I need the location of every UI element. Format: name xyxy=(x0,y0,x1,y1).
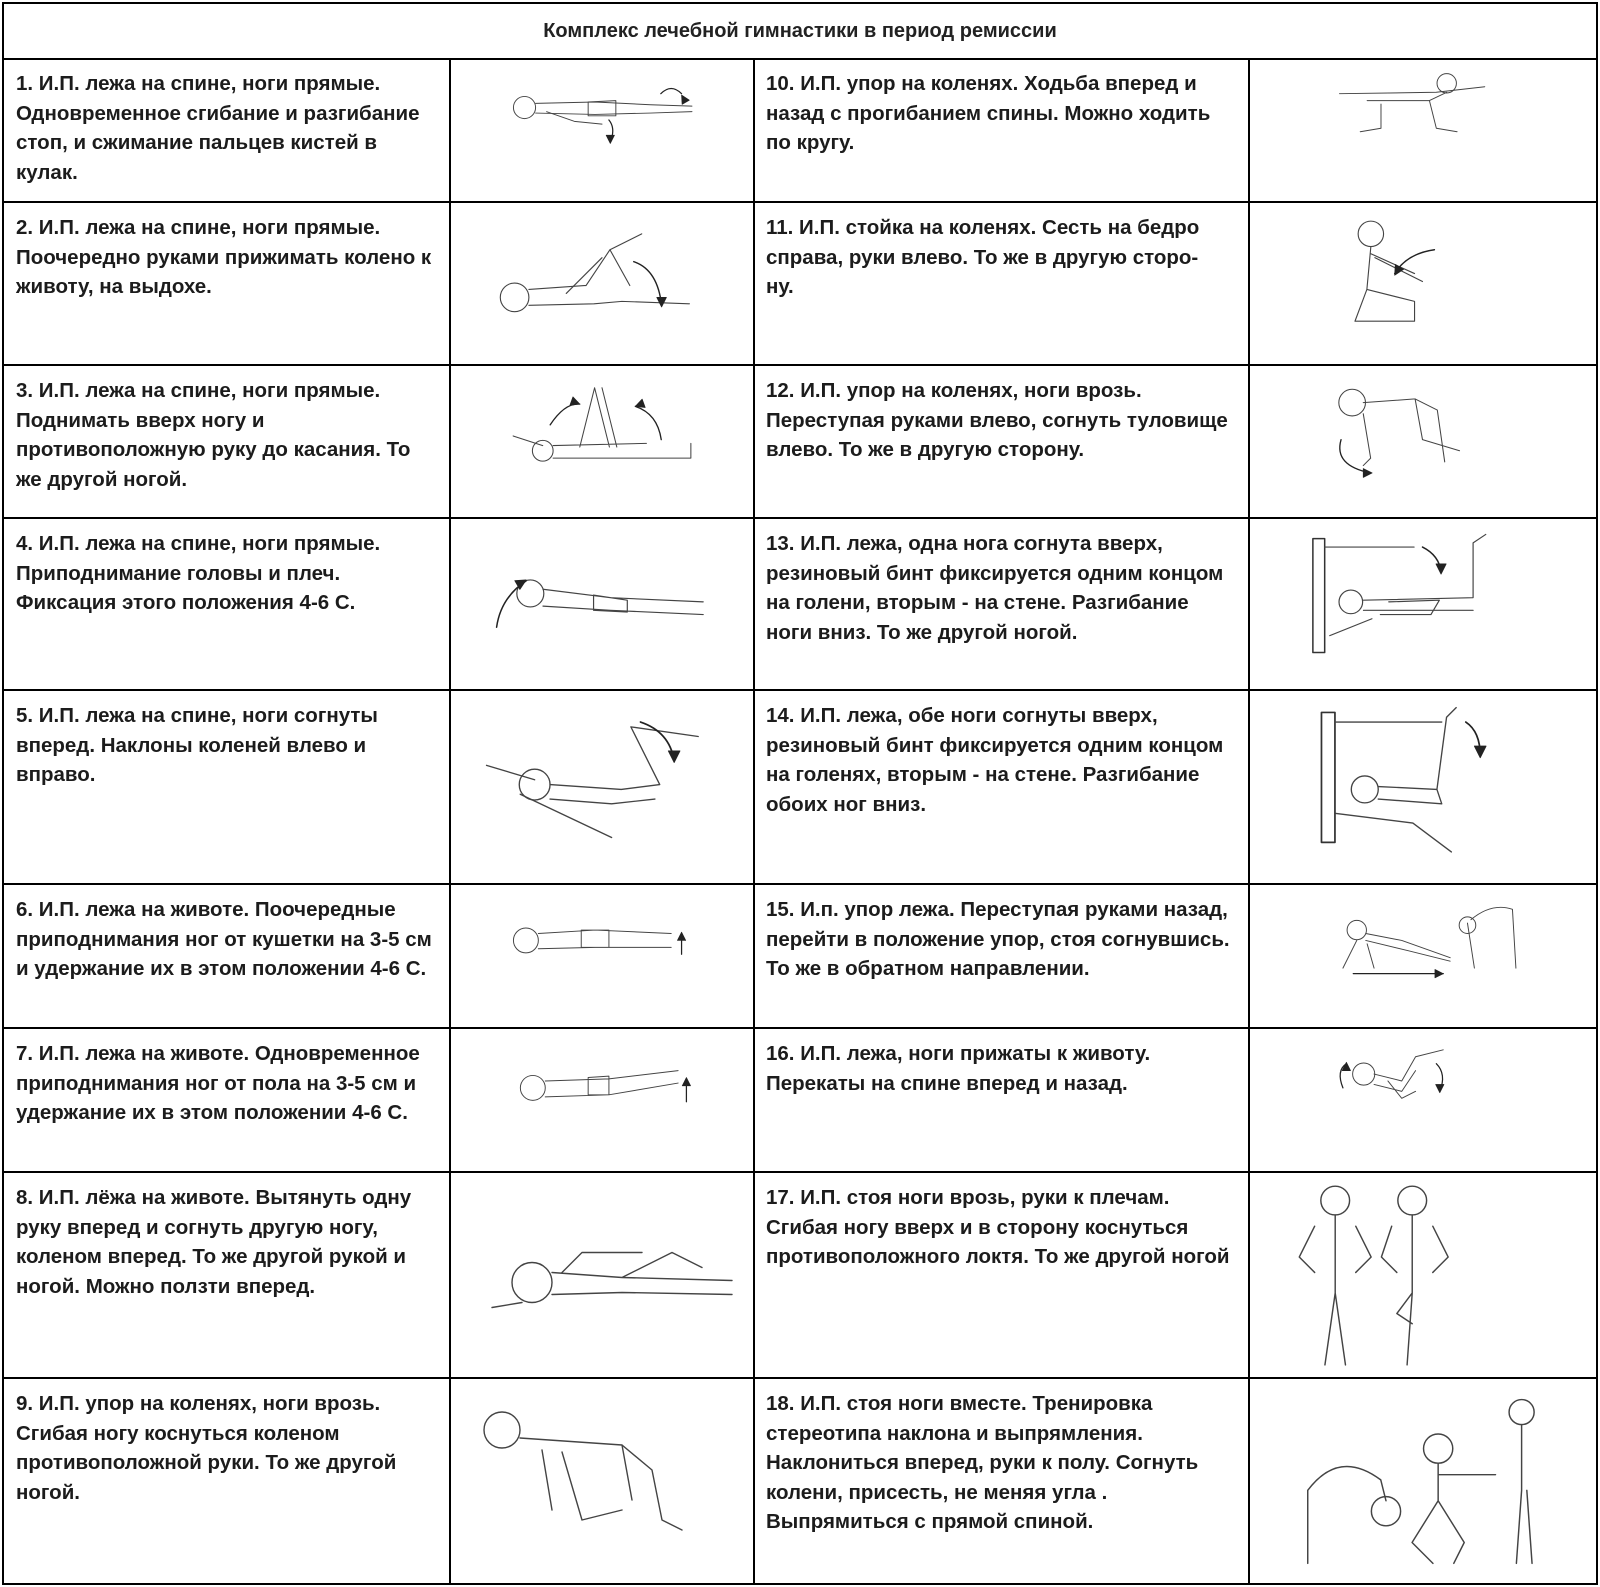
exercise-description: 6. И.П. лежа на животе. Поочередные приподнимания ног от кушетки на 3-5 см и удержание их в этом положении 4-6 С. xyxy=(16,898,432,980)
bend-squat-stand-figure-drawing xyxy=(1261,1386,1584,1579)
kneeling-side-bend-figure xyxy=(1261,373,1584,510)
exercise-description: 3. И.П. лежа на спине, ноги прямые. Поднимать вверх ногу и противоположную руку до касания. То же другой ногой. xyxy=(16,379,411,491)
exercise-description: 15. И.п. упор лежа. Переступая руками назад, перейти в положение упор, стоя согнувшись. То же в обратном направлении. xyxy=(766,898,1230,980)
standing-knee-to-elbow-figure-drawing xyxy=(1261,1180,1584,1370)
band-single-leg-figure-drawing xyxy=(1261,526,1584,682)
exercise-description: 9. И.П. упор на коленях, ноги врозь. Сгибая ногу коснуться коленом противоположной руки. То же другой ногой. xyxy=(16,1392,397,1504)
lying-supine-feet-flex-figure xyxy=(462,66,742,194)
prone-single-leg-lift-figure-drawing xyxy=(462,892,742,1020)
prone-single-leg-lift-figure xyxy=(462,892,742,1020)
kneeling-sit-to-side-figure-drawing xyxy=(1261,210,1584,357)
leg-and-arm-raise-figure xyxy=(462,373,742,510)
prone-double-leg-lift-figure xyxy=(462,1036,742,1164)
exercise-description: 13. И.П. лежа, одна нога согнута вверх, резиновый бинт фиксируется одним концом на голени, вторым - на стене. Разгибание ноги вниз. То же другой ногой. xyxy=(766,532,1224,644)
back-rolling-figure-drawing xyxy=(1261,1036,1584,1164)
kneeling-knee-to-hand-figure xyxy=(462,1386,742,1579)
knee-tilt-figure xyxy=(462,698,742,876)
exercise-description: 18. И.П. стоя ноги вместе. Тренировка стереотипа наклона и выпрямления. Наклониться вперед, руки к полу. Согнуть колени, присесть, не меняя угла . Выпрямиться с прямой спиной. xyxy=(766,1392,1199,1533)
exercise-description: 16. И.П. лежа, ноги прижаты к животу. Перекаты на спине вперед и назад. xyxy=(766,1042,1151,1095)
exercise-description: 4. И.П. лежа на спине, ноги прямые. Приподнимание головы и плеч. Фиксация этого положения 4-6 С. xyxy=(16,532,381,614)
exercise-description: 12. И.П. упор на коленях, ноги врозь. Переступая руками влево, согнуть туловище влево. То же в другую сторону. xyxy=(766,379,1228,461)
head-shoulder-lift-figure xyxy=(462,526,742,682)
standing-knee-to-elbow-figure xyxy=(1261,1180,1584,1370)
kneeling-side-bend-figure-drawing xyxy=(1261,373,1584,510)
back-rolling-figure xyxy=(1261,1036,1584,1164)
prone-crawl-figure xyxy=(462,1180,742,1370)
kneeling-sit-to-side-figure xyxy=(1261,210,1584,357)
kneeling-arm-leg-extension-figure xyxy=(1261,66,1584,194)
knee-to-chest-figure-drawing xyxy=(462,210,742,357)
exercise-description: 17. И.П. стоя ноги врозь, руки к плечам. Сгибая ногу вверх и в сторону коснуться противоположного локтя. То же другой ногой xyxy=(766,1186,1230,1268)
exercise-description: 5. И.П. лежа на спине, ноги согнуты вперед. Наклоны коленей влево и вправо. xyxy=(16,704,378,786)
exercise-description: 14. И.П. лежа, обе ноги согнуты вверх, резиновый бинт фиксируется одним концом на голенях, вторым - на стене. Разгибание обоих ног вниз. xyxy=(766,704,1224,816)
exercise-description: 8. И.П. лёжа на животе. Вытянуть одну руку вперед и согнуть другую ногу, коленом вперед. То же другой рукой и ногой. Можно ползти вперед. xyxy=(16,1186,412,1298)
exercise-description: 2. И.П. лежа на спине, ноги прямые. Поочередно руками прижимать колено к животу, на выдохе. xyxy=(16,216,432,298)
lying-supine-feet-flex-figure-drawing xyxy=(462,66,742,194)
plank-to-bend-figure xyxy=(1261,892,1584,1020)
exercise-description: 1. И.П. лежа на спине, ноги прямые. Одновременное сгибание и разгибание стоп, и сжимание пальцев кистей в кулак. xyxy=(16,72,420,184)
band-both-legs-figure xyxy=(1261,698,1584,876)
prone-crawl-figure-drawing xyxy=(462,1180,742,1370)
knee-to-chest-figure xyxy=(462,210,742,357)
exercise-description: 11. И.П. стойка на коленях. Сесть на бедро справа, руки влево. То же в другую сторо- ну. xyxy=(766,216,1200,298)
kneeling-knee-to-hand-figure-drawing xyxy=(462,1386,742,1579)
band-both-legs-figure-drawing xyxy=(1261,698,1584,876)
prone-double-leg-lift-figure-drawing xyxy=(462,1036,742,1164)
exercise-description: 10. И.П. упор на коленях. Ходьба вперед и назад с прогибанием спины. Можно ходить по кругу. xyxy=(766,72,1211,154)
table-title: Комплекс лечебной гимнастики в период ремиссии xyxy=(4,4,1596,60)
exercise-table xyxy=(2,2,1598,1585)
knee-tilt-figure-drawing xyxy=(462,698,742,876)
head-shoulder-lift-figure-drawing xyxy=(462,526,742,682)
kneeling-arm-leg-extension-figure-drawing xyxy=(1261,66,1584,194)
leg-and-arm-raise-figure-drawing xyxy=(462,373,742,510)
bend-squat-stand-figure xyxy=(1261,1386,1584,1579)
exercise-description: 7. И.П. лежа на животе. Одновременное приподнимания ног от пола на 3-5 см и удержание их в этом положении 4-6 С. xyxy=(16,1042,420,1124)
band-single-leg-figure xyxy=(1261,526,1584,682)
plank-to-bend-figure-drawing xyxy=(1261,892,1584,1020)
